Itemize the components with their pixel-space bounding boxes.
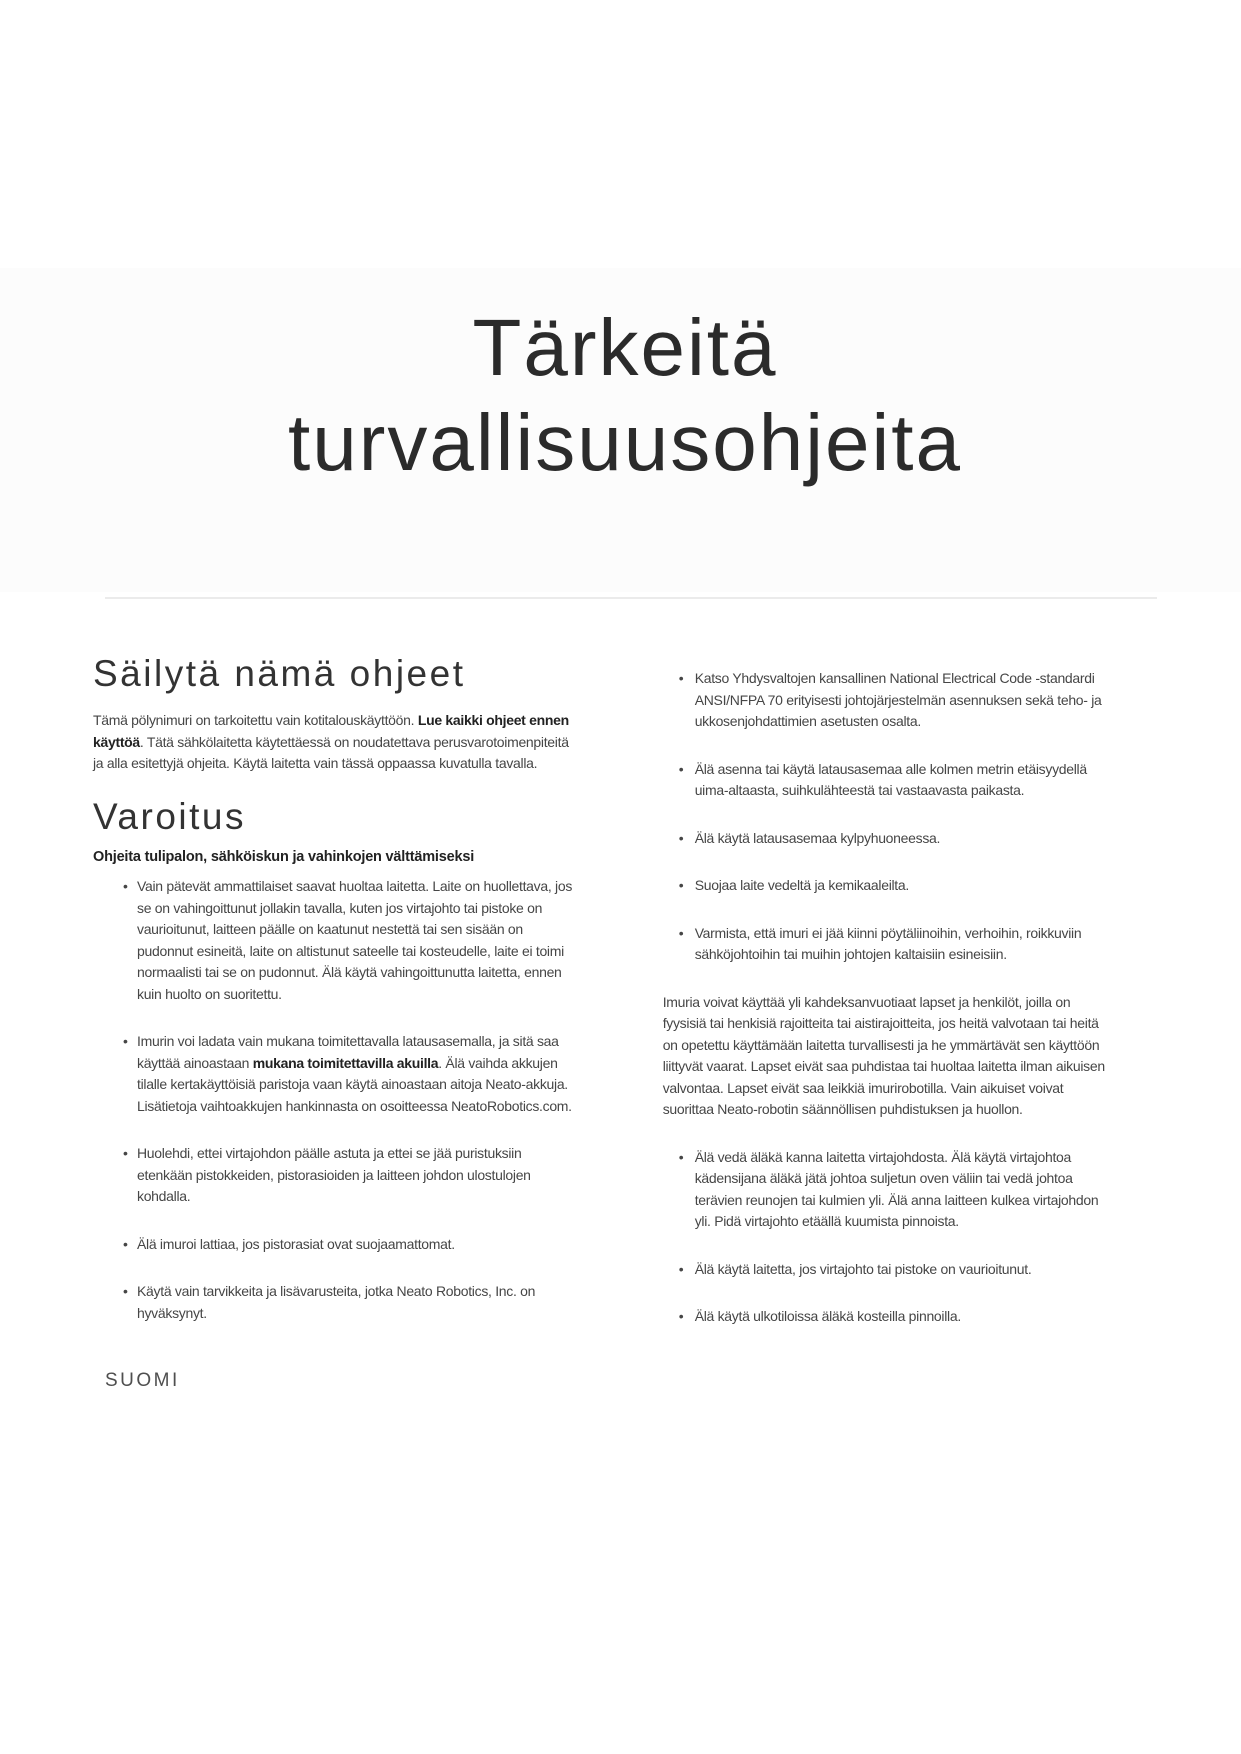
text-segment: Tämä pölynimuri on tarkoitettu vain kotitalouskäyttöön.: [93, 712, 418, 728]
bullet-icon: •: [123, 1235, 128, 1252]
list-item-text: [695, 1261, 1032, 1277]
list-item-text: [137, 1236, 455, 1252]
list-item: [663, 1259, 1110, 1281]
text-segment: Imuria voivat käyttää yli kahdeksanvuotiaat lapset ja henkilöt, joilla on fyysisiä tai henkisiä rajoitteita tai aistirajoitteita, jos heitä valvotaan tai heitä on opetettu käyttämään laitetta turvallisesti ja he ymmärtävät sen käyttöön liittyvät vaarat. Lapset eivät saa puhdistaa tai huoltaa laitetta ilman aikuisen valvontaa. Lapset eivät saa leikkiä imurirobotilla. Vain aikuiset voivat suorittaa Neato-robotin säännöllisen puhdistuksen ja huollon.: [662, 993, 1105, 1117]
list-item: [663, 759, 1110, 802]
text-segment: Älä imuroi lattiaa, jos pistorasiat ovat suojaamattomat.: [137, 1235, 455, 1252]
bullet-icon: •: [123, 1283, 128, 1299]
list-item: [93, 876, 579, 1005]
bullet-icon: •: [678, 1308, 684, 1324]
list-item: [93, 1234, 579, 1256]
bullet-icon: •: [678, 924, 684, 941]
warning-bullet-list: [93, 876, 579, 1324]
list-item: [93, 1281, 579, 1324]
list-item-text: [695, 830, 940, 846]
list-item: [663, 1306, 1110, 1328]
section-divider: [105, 597, 1157, 599]
bullet-icon: •: [678, 760, 684, 777]
text-segment: Suojaa laite vedeltä ja kemikaaleilta.: [694, 877, 909, 893]
list-item-text: [137, 878, 572, 1002]
bullet-icon: •: [678, 829, 684, 846]
safety-bullet-list-bottom: [663, 1147, 1110, 1328]
text-segment: Älä käytä latausasemaa kylpyhuoneessa.: [694, 829, 941, 846]
text-segment: Käytä vain tarvikkeita ja lisävarusteita, jotka Neato Robotics, Inc. on hyväksynyt.: [137, 1283, 536, 1321]
text-segment: Älä asenna tai käytä latausasemaa alle kolmen metrin etäisyydellä uima-altaasta, suihkulähteestä tai vastaavasta paikasta.: [694, 760, 1087, 798]
text-segment: Älä käytä ulkotiloissa äläkä kosteilla pinnoilla.: [694, 1308, 961, 1324]
list-item: [663, 875, 1110, 897]
section-heading-keep-instructions: Säilytä nämä ohjeet: [93, 653, 466, 694]
list-item-text: [695, 877, 909, 893]
list-item-text: [137, 1033, 572, 1114]
text-segment: Imurin voi ladata vain mukana toimitettavalla latausasemalla, ja sitä saa käyttää ainoastaan: [137, 1033, 559, 1071]
text-segment: Varmista, että imuri ei jää kiinni pöytäliinoihin, verhoihin, roikkuviin sähköjohtoihin tai muihin johtojen kaltaisiin esineisiin.: [694, 924, 1082, 962]
text-segment: Älä vedä äläkä kanna laitetta virtajohdosta. Älä käytä virtajohtoa kädensijana äläkä jätä johtoa suljetun oven väliin tai vedä johtoa terävien reunojen tai kulmien yli. Älä anna laitteen kulkea virtajohdon yli. Pidä virtajohto etäällä kuumista pinnoista.: [694, 1148, 1099, 1229]
list-item: [663, 668, 1110, 733]
list-item-text: [695, 925, 1082, 963]
section-heading-warning: Varoitus: [93, 795, 246, 837]
bold-text-segment: Lue kaikki ohjeet ennen käyttöä: [93, 712, 569, 750]
bullet-icon: •: [123, 1033, 128, 1049]
list-item: [93, 1143, 579, 1208]
text-segment: Älä käytä laitetta, jos virtajohto tai pistoke on vaurioitunut.: [694, 1260, 1032, 1277]
page-title: [93, 300, 1157, 490]
bullet-icon: •: [678, 877, 684, 893]
bold-text-segment: mukana toimitettavilla akuilla: [252, 1054, 439, 1071]
list-item-text: [695, 670, 1102, 729]
safety-bullet-list-top: [663, 668, 1110, 966]
page-title-line1: Tärkeitä: [472, 303, 778, 392]
right-column: [663, 652, 1110, 1354]
bullet-icon: •: [678, 1148, 684, 1165]
list-item-text: [695, 1149, 1099, 1230]
bullet-icon: •: [123, 1145, 128, 1161]
list-item: [663, 828, 1110, 850]
left-column: [93, 652, 579, 1354]
text-segment: Katso Yhdysvaltojen kansallinen National Electrical Code -standardi ANSI/NFPA 70 erityisesti johtojärjestelmän asennuksen sekä teho- ja ukkosenjohdattimien asetusten osalta.: [694, 670, 1102, 729]
intro-paragraph: [93, 710, 579, 775]
text-segment: Huolehdi, ettei virtajohdon päälle astuta ja ettei se jää puristuksiin etenkään pistokkeiden, pistorasioiden ja laitteen johdon ulostulojen kohdalla.: [137, 1145, 531, 1204]
list-item: [663, 1147, 1110, 1233]
list-item-text: [137, 1145, 531, 1204]
warning-subheading: Ohjeita tulipalon, sähköiskun ja vahinkojen välttämiseksi: [93, 848, 475, 865]
list-item-text: [695, 1308, 961, 1324]
list-item-text: [137, 1283, 535, 1321]
content-columns: [93, 652, 1110, 1354]
children-supervision-paragraph: [663, 992, 1110, 1121]
text-segment: Vain pätevät ammattilaiset saavat huoltaa laitetta. Laite on huollettava, jos se on vahingoittunut jollakin tavalla, kuten jos virtajohto tai pistoke on vaurioitunut, laitteen päälle on kaatunut nestettä tai sen sisään on pudonnut esineitä, laite on altistunut sateelle tai kosteudelle, laite ei toimi normaalisti tai se on pudonnut. Älä käytä vahingoittunutta laitetta, ennen kuin huolto on suoritettu.: [137, 878, 573, 1002]
bullet-icon: •: [678, 1260, 684, 1277]
page-footer-language: SUOMI: [105, 1370, 180, 1391]
bullet-icon: •: [123, 878, 128, 894]
list-item-text: [695, 761, 1087, 799]
page-title-line2: turvallisuusohjeita: [288, 398, 962, 487]
text-segment: . Älä vaihda akkujen tilalle kertakäyttöisiä paristoja vaan käytä ainoastaan aitoja Neato-akkuja. Lisätietoja vaihtoakkujen hankinnasta on osoitteessa NeatoRobotics.com.: [137, 1054, 572, 1114]
list-item: [663, 923, 1110, 966]
text-segment: . Tätä sähkölaitetta käytettäessä on noudatettava perusvarotoimenpiteitä ja alla esitettyjä ohjeita. Käytä laitetta vain tässä oppaassa kuvatulla tavalla.: [93, 733, 569, 771]
list-item: [93, 1031, 579, 1117]
bullet-icon: •: [678, 670, 684, 686]
